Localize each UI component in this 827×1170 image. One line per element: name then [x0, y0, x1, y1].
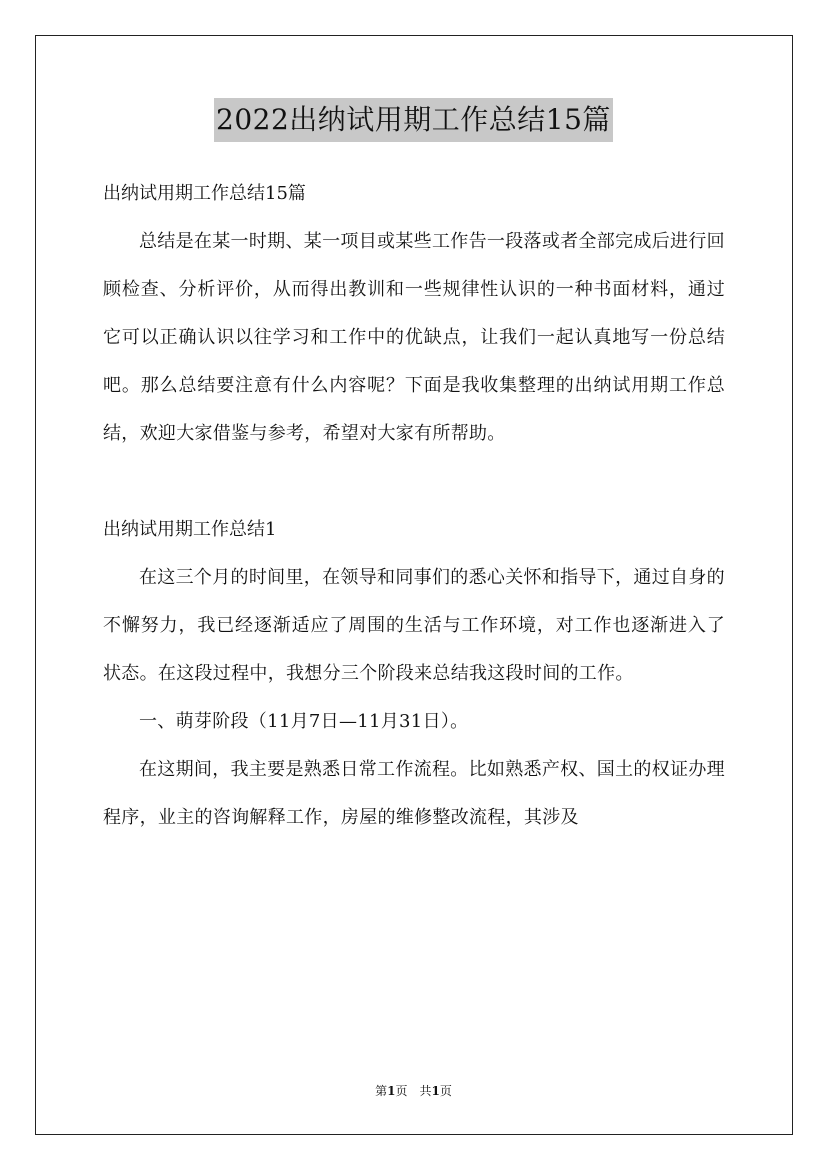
subtitle: 出纳试用期工作总结15篇: [103, 183, 306, 204]
page-footer: [0, 1082, 827, 1099]
footer-page-total: 1: [431, 1084, 440, 1098]
footer-suffix: 页: [439, 1084, 452, 1098]
intro-paragraph: 总结是在某一时期、某一项目或某些工作告一段落或者全部完成后进行回顾检查、分析评价，从而得出教训和一些规律性认识的一种书面材料，通过它可以正确认识以往学习和工作中的优缺点，让我们一起认真地写一份总结吧。那么总结要注意有什么内容呢？下面是我收集整理的出纳试用期工作总结，欢迎大家借鉴与参考，希望对大家有所帮助。: [103, 231, 725, 444]
document-body: [103, 170, 725, 842]
footer-page-number: 1: [387, 1084, 396, 1098]
section-paragraph-1: 在这三个月的时间里，在领导和同事们的悉心关怀和指导下，通过自身的不懈努力，我已经逐渐适应了周围的生活与工作环境，对工作也逐渐进入了状态。在这段过程中，我想分三个阶段来总结我这段时间的工作。: [103, 567, 725, 684]
title-container: [0, 98, 827, 142]
section-paragraph-2: 一、萌芽阶段（11月7日—11月31日）。: [139, 711, 469, 732]
document-title: 2022出纳试用期工作总结15篇: [214, 98, 613, 142]
footer-prefix: 第: [375, 1084, 388, 1098]
section-paragraph-3: 在这期间，我主要是熟悉日常工作流程。比如熟悉产权、国土的权证办理程序，业主的咨询解释工作，房屋的维修整改流程，其涉及: [103, 759, 725, 828]
footer-mid: 页 共: [395, 1084, 432, 1098]
section-heading: 出纳试用期工作总结1: [103, 519, 277, 540]
spacer: [103, 458, 725, 506]
